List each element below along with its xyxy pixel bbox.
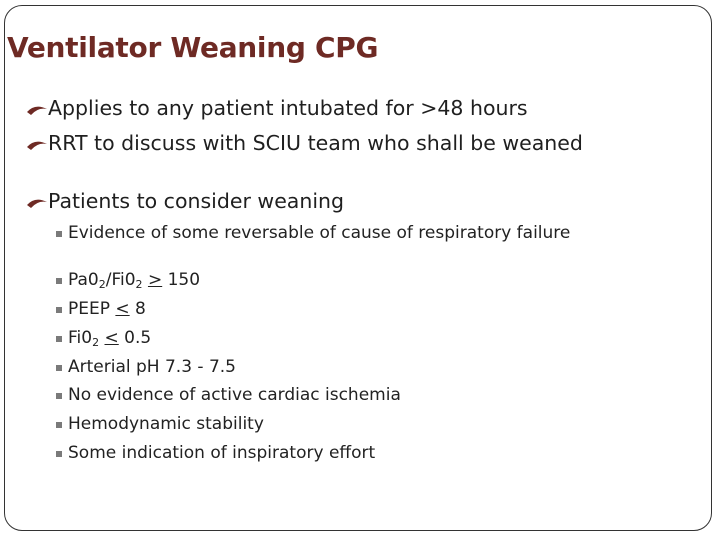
sub-bullet-item xyxy=(56,301,146,318)
sub-bullet-item xyxy=(56,225,570,242)
swoosh-bullet-icon xyxy=(26,101,48,117)
bullet-text: Applies to any patient intubated for >48 hours xyxy=(48,96,528,120)
sub-bullet-text: $Pa0_2/Fi0_2 > 150$ xyxy=(68,270,201,291)
bullet-item xyxy=(26,190,344,212)
sub-bullet-text: Hemodynamic stability xyxy=(68,414,264,434)
sub-bullet-text: Some indication of inspiratory effort xyxy=(68,443,376,463)
bullet-text: Patients to consider weaning xyxy=(48,189,345,213)
sub-bullet-text: Arterial pH 7.3 - 7.5 xyxy=(68,357,236,377)
swoosh-bullet-icon xyxy=(26,194,48,210)
swoosh-bullet-icon xyxy=(26,136,48,152)
sub-bullet-item xyxy=(56,387,401,404)
bullet-item xyxy=(26,97,528,119)
square-bullet-icon xyxy=(56,365,62,371)
square-bullet-icon xyxy=(56,422,62,428)
sub-bullet-item xyxy=(56,445,375,462)
sub-bullet-item xyxy=(56,416,264,433)
square-bullet-icon xyxy=(56,231,62,237)
slide-title: Ventilator Weaning CPG xyxy=(7,31,379,64)
square-bullet-icon xyxy=(56,278,62,284)
square-bullet-icon xyxy=(56,393,62,399)
sub-bullet-text: $Fi0_2 < 0.5$ xyxy=(68,328,152,349)
sub-bullet-item xyxy=(56,330,151,347)
sub-bullet-text: No evidence of active cardiac ischemia xyxy=(68,385,401,405)
sub-bullet-item xyxy=(56,359,236,376)
sub-bullet-item xyxy=(56,272,200,289)
square-bullet-icon xyxy=(56,307,62,313)
bullet-item xyxy=(26,132,583,154)
bullet-text: RRT to discuss with SCIU team who shall be weaned xyxy=(48,131,583,155)
sub-bullet-text: Evidence of some reversable of cause of respiratory failure xyxy=(68,223,571,243)
square-bullet-icon xyxy=(56,451,62,457)
square-bullet-icon xyxy=(56,336,62,342)
sub-bullet-text: PEEP < 8 xyxy=(68,299,146,319)
